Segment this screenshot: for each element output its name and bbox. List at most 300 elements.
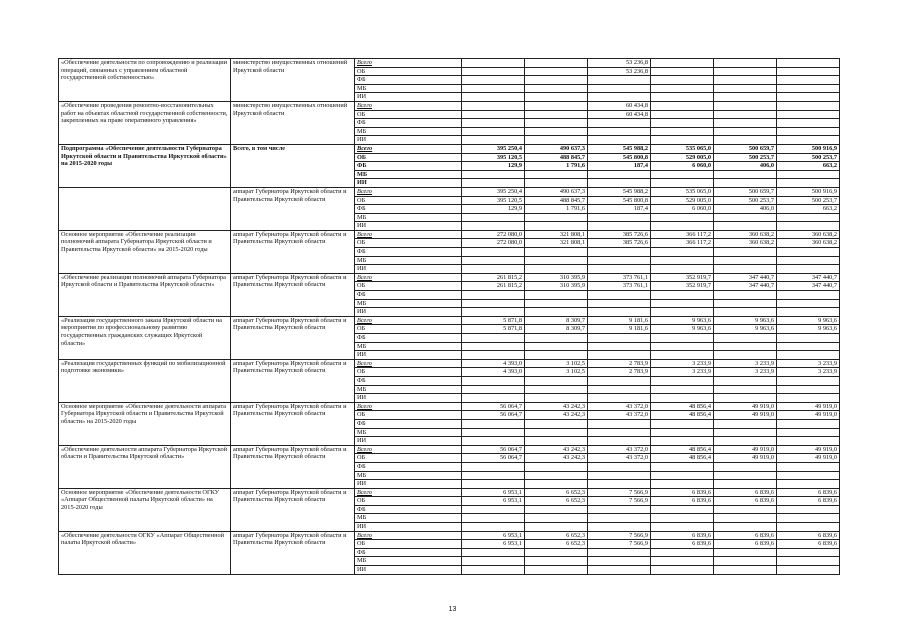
amount-cell: 6 060,0 [651,162,714,171]
amount-cell [462,342,525,351]
amount-cell [462,514,525,523]
amount-cell [714,376,777,385]
amount-cell [525,170,588,179]
amount-cell [525,471,588,480]
amount-cell [525,566,588,575]
amount-cell [462,136,525,145]
amount-cell [525,110,588,119]
amount-cell [777,548,840,557]
amount-cell [777,376,840,385]
funding-source-cell: ОБ [355,454,462,463]
measure-name-cell: «Обеспечение деятельности по сопровождению и реализации операций, связанных с управлением областной государственной собственностью» [59,59,231,102]
amount-cell: 43 242,3 [525,445,588,454]
funding-source-cell: ИИ [355,437,462,446]
amount-cell: 9 963,6 [714,316,777,325]
amount-cell [651,93,714,102]
amount-cell: 500 253,7 [714,196,777,205]
amount-cell [777,127,840,136]
funding-source-cell: МБ [355,514,462,523]
amount-cell: 56 064,7 [462,411,525,420]
amount-cell [588,84,651,93]
amount-cell [651,566,714,575]
amount-cell: 2 783,9 [588,359,651,368]
funding-source-cell: ИИ [355,523,462,532]
amount-cell: 8 309,7 [525,325,588,334]
amount-cell [588,394,651,403]
amount-cell [525,76,588,85]
amount-cell [525,334,588,343]
amount-cell: 43 242,3 [525,402,588,411]
amount-cell [525,265,588,274]
amount-cell [651,557,714,566]
funding-source-cell: ФБ [355,505,462,514]
amount-cell [588,351,651,360]
amount-cell [651,385,714,394]
amount-cell [777,462,840,471]
amount-cell: 347 440,7 [714,282,777,291]
amount-cell [777,67,840,76]
funding-source-cell: МБ [355,84,462,93]
funding-source-cell: ОБ [355,67,462,76]
amount-cell [651,136,714,145]
amount-cell [651,256,714,265]
amount-cell [651,179,714,188]
amount-cell [651,265,714,274]
funding-source-cell: МБ [355,428,462,437]
funding-source-cell: ФБ [355,376,462,385]
funding-source-cell: Всего [355,187,462,196]
amount-cell [777,385,840,394]
amount-cell: 535 065,0 [651,187,714,196]
amount-cell: 43 242,3 [525,454,588,463]
funding-source-cell: ИИ [355,93,462,102]
amount-cell: 129,9 [462,162,525,171]
amount-cell: 43 372,0 [588,402,651,411]
amount-cell [714,566,777,575]
executor-cell: министерство имущественных отношений Иркутской области [231,59,355,102]
amount-cell [525,419,588,428]
amount-cell: 7 566,9 [588,540,651,549]
amount-cell [525,351,588,360]
amount-cell [588,222,651,231]
amount-cell [588,523,651,532]
amount-cell [651,222,714,231]
amount-cell: 3 102,5 [525,368,588,377]
amount-cell: 49 919,0 [714,445,777,454]
amount-cell [462,179,525,188]
funding-source-cell: МБ [355,170,462,179]
amount-cell [714,471,777,480]
amount-cell [651,462,714,471]
amount-cell: 545 988,2 [588,144,651,153]
amount-cell: 49 919,0 [777,411,840,420]
amount-cell: 2 783,9 [588,368,651,377]
funding-source-cell: ФБ [355,162,462,171]
amount-cell: 347 440,7 [777,282,840,291]
amount-cell: 663,2 [777,162,840,171]
amount-cell: 49 919,0 [714,454,777,463]
amount-cell [651,110,714,119]
measure-name-cell: Подпрограмма «Обеспечение деятельности Губернатора Иркутской области и Правительства Иркутской области» на 2015-2020 годы [59,144,231,187]
executor-cell: аппарат Губернатора Иркутской области и Правительства Иркутской области [231,445,355,488]
amount-cell [714,110,777,119]
amount-cell [525,376,588,385]
amount-cell [651,67,714,76]
amount-cell [462,256,525,265]
measure-name-cell: Основное мероприятие «Обеспечение деятельности ОГКУ «Аппарат Общественной палаты Иркутской области» на 2015-2020 годы [59,488,231,531]
amount-cell [525,523,588,532]
funding-source-cell: Всего [355,445,462,454]
amount-cell [588,480,651,489]
amount-cell: 373 761,1 [588,282,651,291]
table-row [59,59,840,68]
amount-cell: 6 839,6 [714,531,777,540]
amount-cell [651,101,714,110]
funding-source-cell: Всего [355,531,462,540]
amount-cell: 9 181,6 [588,325,651,334]
amount-cell: 53 236,8 [588,59,651,68]
funding-source-cell: Всего [355,59,462,68]
amount-cell: 3 233,9 [714,359,777,368]
amount-cell [462,351,525,360]
amount-cell [462,299,525,308]
amount-cell: 500 253,7 [777,153,840,162]
amount-cell: 9 963,6 [714,325,777,334]
amount-cell [714,127,777,136]
amount-cell: 6 839,6 [777,531,840,540]
budget-table-body [59,59,840,575]
amount-cell [462,308,525,317]
amount-cell [588,265,651,274]
amount-cell [525,213,588,222]
amount-cell: 9 963,6 [777,325,840,334]
amount-cell [714,428,777,437]
amount-cell: 49 919,0 [777,445,840,454]
amount-cell [777,93,840,102]
measure-name-cell: Основное мероприятие «Обеспечение реализации полномочий аппарата Губернатора Иркутской области и Правительства Иркутской области» на 2015-2020 годы [59,230,231,273]
amount-cell: 6 839,6 [714,488,777,497]
amount-cell [462,222,525,231]
amount-cell: 663,2 [777,205,840,214]
amount-cell [651,291,714,300]
amount-cell [462,291,525,300]
amount-cell [714,557,777,566]
amount-cell: 60 434,8 [588,110,651,119]
amount-cell [714,213,777,222]
funding-source-cell: ИИ [355,265,462,274]
executor-cell: аппарат Губернатора Иркутской области и Правительства Иркутской области [231,316,355,359]
amount-cell [588,471,651,480]
amount-cell [651,84,714,93]
funding-source-cell: ИИ [355,136,462,145]
table-row [59,488,840,497]
amount-cell: 406,0 [714,162,777,171]
amount-cell [462,127,525,136]
amount-cell: 535 065,0 [651,144,714,153]
amount-cell [651,480,714,489]
amount-cell [525,308,588,317]
table-row [59,531,840,540]
amount-cell [462,76,525,85]
amount-cell [588,376,651,385]
amount-cell [588,170,651,179]
amount-cell: 56 064,7 [462,445,525,454]
amount-cell: 49 919,0 [777,402,840,411]
amount-cell: 187,4 [588,162,651,171]
amount-cell [462,67,525,76]
amount-cell [777,265,840,274]
funding-source-cell: ОБ [355,153,462,162]
measure-name-cell: «Обеспечение деятельности аппарата Губернатора Иркутской области и Правительства Иркутской области» [59,445,231,488]
amount-cell [714,342,777,351]
amount-cell [777,523,840,532]
amount-cell [714,179,777,188]
table-row [59,316,840,325]
amount-cell [525,248,588,257]
funding-source-cell: МБ [355,471,462,480]
amount-cell [462,505,525,514]
funding-source-cell: ФБ [355,462,462,471]
amount-cell [462,548,525,557]
amount-cell [714,394,777,403]
amount-cell: 187,4 [588,205,651,214]
amount-cell [525,437,588,446]
amount-cell [777,136,840,145]
amount-cell [588,505,651,514]
amount-cell: 3 233,9 [714,368,777,377]
funding-source-cell: ИИ [355,351,462,360]
amount-cell [714,385,777,394]
funding-source-cell: ОБ [355,497,462,506]
amount-cell: 43 372,0 [588,445,651,454]
funding-source-cell: МБ [355,342,462,351]
amount-cell [651,471,714,480]
amount-cell: 49 919,0 [777,454,840,463]
funding-source-cell: ИИ [355,222,462,231]
amount-cell [588,179,651,188]
amount-cell: 261 815,2 [462,282,525,291]
amount-cell: 490 637,3 [525,144,588,153]
amount-cell: 8 309,7 [525,316,588,325]
amount-cell [714,222,777,231]
funding-source-cell: Всего [355,101,462,110]
amount-cell [525,101,588,110]
executor-cell: аппарат Губернатора Иркутской области и Правительства Иркутской области [231,531,355,574]
funding-source-cell: Всего [355,273,462,282]
amount-cell: 7 566,9 [588,531,651,540]
amount-cell: 406,0 [714,205,777,214]
amount-cell [462,437,525,446]
amount-cell: 43 372,0 [588,454,651,463]
funding-source-cell: ОБ [355,282,462,291]
measure-name-cell: «Реализация государственных функций по мобилизационной подготовке экономики» [59,359,231,402]
amount-cell [714,523,777,532]
amount-cell: 9 963,6 [777,316,840,325]
amount-cell [651,59,714,68]
amount-cell: 529 005,0 [651,196,714,205]
amount-cell [777,84,840,93]
budget-table [58,58,840,575]
measure-name-cell: «Обеспечение проведения ремонтно-восстановительных работ на объектах областной государственной собственности, закрепленных на праве оперативного управления» [59,101,231,144]
amount-cell: 6 953,1 [462,540,525,549]
amount-cell [714,462,777,471]
amount-cell [525,67,588,76]
funding-source-cell: МБ [355,385,462,394]
executor-cell: аппарат Губернатора Иркутской области и Правительства Иркутской области [231,402,355,445]
amount-cell: 53 236,8 [588,67,651,76]
amount-cell [714,299,777,308]
amount-cell [525,93,588,102]
executor-cell: аппарат Губернатора Иркутской области и Правительства Иркутской области [231,359,355,402]
amount-cell: 129,9 [462,205,525,214]
amount-cell [651,76,714,85]
amount-cell [588,76,651,85]
funding-source-cell: ОБ [355,239,462,248]
amount-cell: 4 393,0 [462,368,525,377]
amount-cell: 545 800,8 [588,153,651,162]
amount-cell: 500 916,9 [777,144,840,153]
amount-cell [777,222,840,231]
amount-cell [714,67,777,76]
amount-cell [462,462,525,471]
amount-cell [588,308,651,317]
amount-cell [714,76,777,85]
funding-source-cell: ИИ [355,394,462,403]
amount-cell [651,299,714,308]
amount-cell [714,419,777,428]
amount-cell [588,213,651,222]
amount-cell: 56 064,7 [462,402,525,411]
amount-cell: 488 845,7 [525,196,588,205]
amount-cell [777,428,840,437]
amount-cell [462,566,525,575]
amount-cell: 5 871,8 [462,325,525,334]
amount-cell [525,119,588,128]
amount-cell: 60 434,8 [588,101,651,110]
amount-cell [714,291,777,300]
amount-cell: 321 808,1 [525,239,588,248]
amount-cell [777,557,840,566]
amount-cell [651,548,714,557]
amount-cell [714,351,777,360]
amount-cell [588,548,651,557]
amount-cell: 9 181,6 [588,316,651,325]
amount-cell: 43 242,3 [525,411,588,420]
amount-cell: 48 856,4 [651,445,714,454]
amount-cell [588,127,651,136]
amount-cell [714,480,777,489]
amount-cell [714,514,777,523]
amount-cell: 385 726,6 [588,230,651,239]
amount-cell: 352 919,7 [651,273,714,282]
funding-source-cell: ФБ [355,419,462,428]
amount-cell [777,471,840,480]
amount-cell [462,385,525,394]
executor-cell: аппарат Губернатора Иркутской области и Правительства Иркутской области [231,230,355,273]
amount-cell: 6 652,3 [525,540,588,549]
amount-cell [777,566,840,575]
amount-cell [462,334,525,343]
funding-source-cell: Всего [355,316,462,325]
amount-cell: 3 233,9 [777,368,840,377]
amount-cell: 395 120,5 [462,196,525,205]
amount-cell: 6 839,6 [651,531,714,540]
amount-cell [525,179,588,188]
amount-cell: 261 815,2 [462,273,525,282]
amount-cell: 366 117,2 [651,239,714,248]
amount-cell [651,394,714,403]
amount-cell [651,514,714,523]
amount-cell: 545 988,2 [588,187,651,196]
amount-cell: 3 233,9 [651,368,714,377]
amount-cell: 6 652,3 [525,497,588,506]
amount-cell: 48 856,4 [651,411,714,420]
table-row [59,359,840,368]
amount-cell [525,299,588,308]
amount-cell: 395 250,4 [462,187,525,196]
amount-cell [525,127,588,136]
amount-cell [651,213,714,222]
amount-cell [777,248,840,257]
amount-cell [651,342,714,351]
amount-cell [462,93,525,102]
funding-source-cell: Всего [355,144,462,153]
amount-cell: 1 791,6 [525,205,588,214]
amount-cell [525,394,588,403]
amount-cell [651,505,714,514]
executor-cell: аппарат Губернатора Иркутской области и Правительства Иркутской области [231,273,355,316]
amount-cell: 545 800,8 [588,196,651,205]
amount-cell: 6 953,1 [462,531,525,540]
amount-cell [525,222,588,231]
executor-cell: аппарат Губернатора Иркутской области и Правительства Иркутской области [231,488,355,531]
amount-cell [462,248,525,257]
amount-cell [588,428,651,437]
amount-cell: 48 856,4 [651,402,714,411]
amount-cell: 6 839,6 [651,540,714,549]
measure-name-cell: «Обеспечение деятельности ОГКУ «Аппарат Общественной палаты Иркутской области» [59,531,231,574]
funding-source-cell: ИИ [355,179,462,188]
amount-cell [714,505,777,514]
amount-cell [714,437,777,446]
amount-cell: 6 652,3 [525,488,588,497]
amount-cell [588,419,651,428]
amount-cell [525,136,588,145]
funding-source-cell: Всего [355,230,462,239]
amount-cell [777,213,840,222]
funding-source-cell: ИИ [355,308,462,317]
amount-cell [525,557,588,566]
amount-cell [588,342,651,351]
amount-cell: 48 856,4 [651,454,714,463]
amount-cell: 1 791,6 [525,162,588,171]
amount-cell: 373 761,1 [588,273,651,282]
funding-source-cell: ОБ [355,411,462,420]
amount-cell: 500 253,7 [777,196,840,205]
funding-source-cell: ИИ [355,480,462,489]
funding-source-cell: ФБ [355,334,462,343]
funding-source-cell: МБ [355,299,462,308]
amount-cell [777,480,840,489]
amount-cell [525,428,588,437]
amount-cell: 49 919,0 [714,411,777,420]
amount-cell: 395 250,4 [462,144,525,153]
measure-name-cell: Основное мероприятие «Обеспечение деятельности аппарата Губернатора Иркутской области и Правительства Иркутской области» на 2015-2020 годы [59,402,231,445]
funding-source-cell: МБ [355,127,462,136]
amount-cell: 9 963,6 [651,325,714,334]
amount-cell [588,291,651,300]
amount-cell [777,59,840,68]
